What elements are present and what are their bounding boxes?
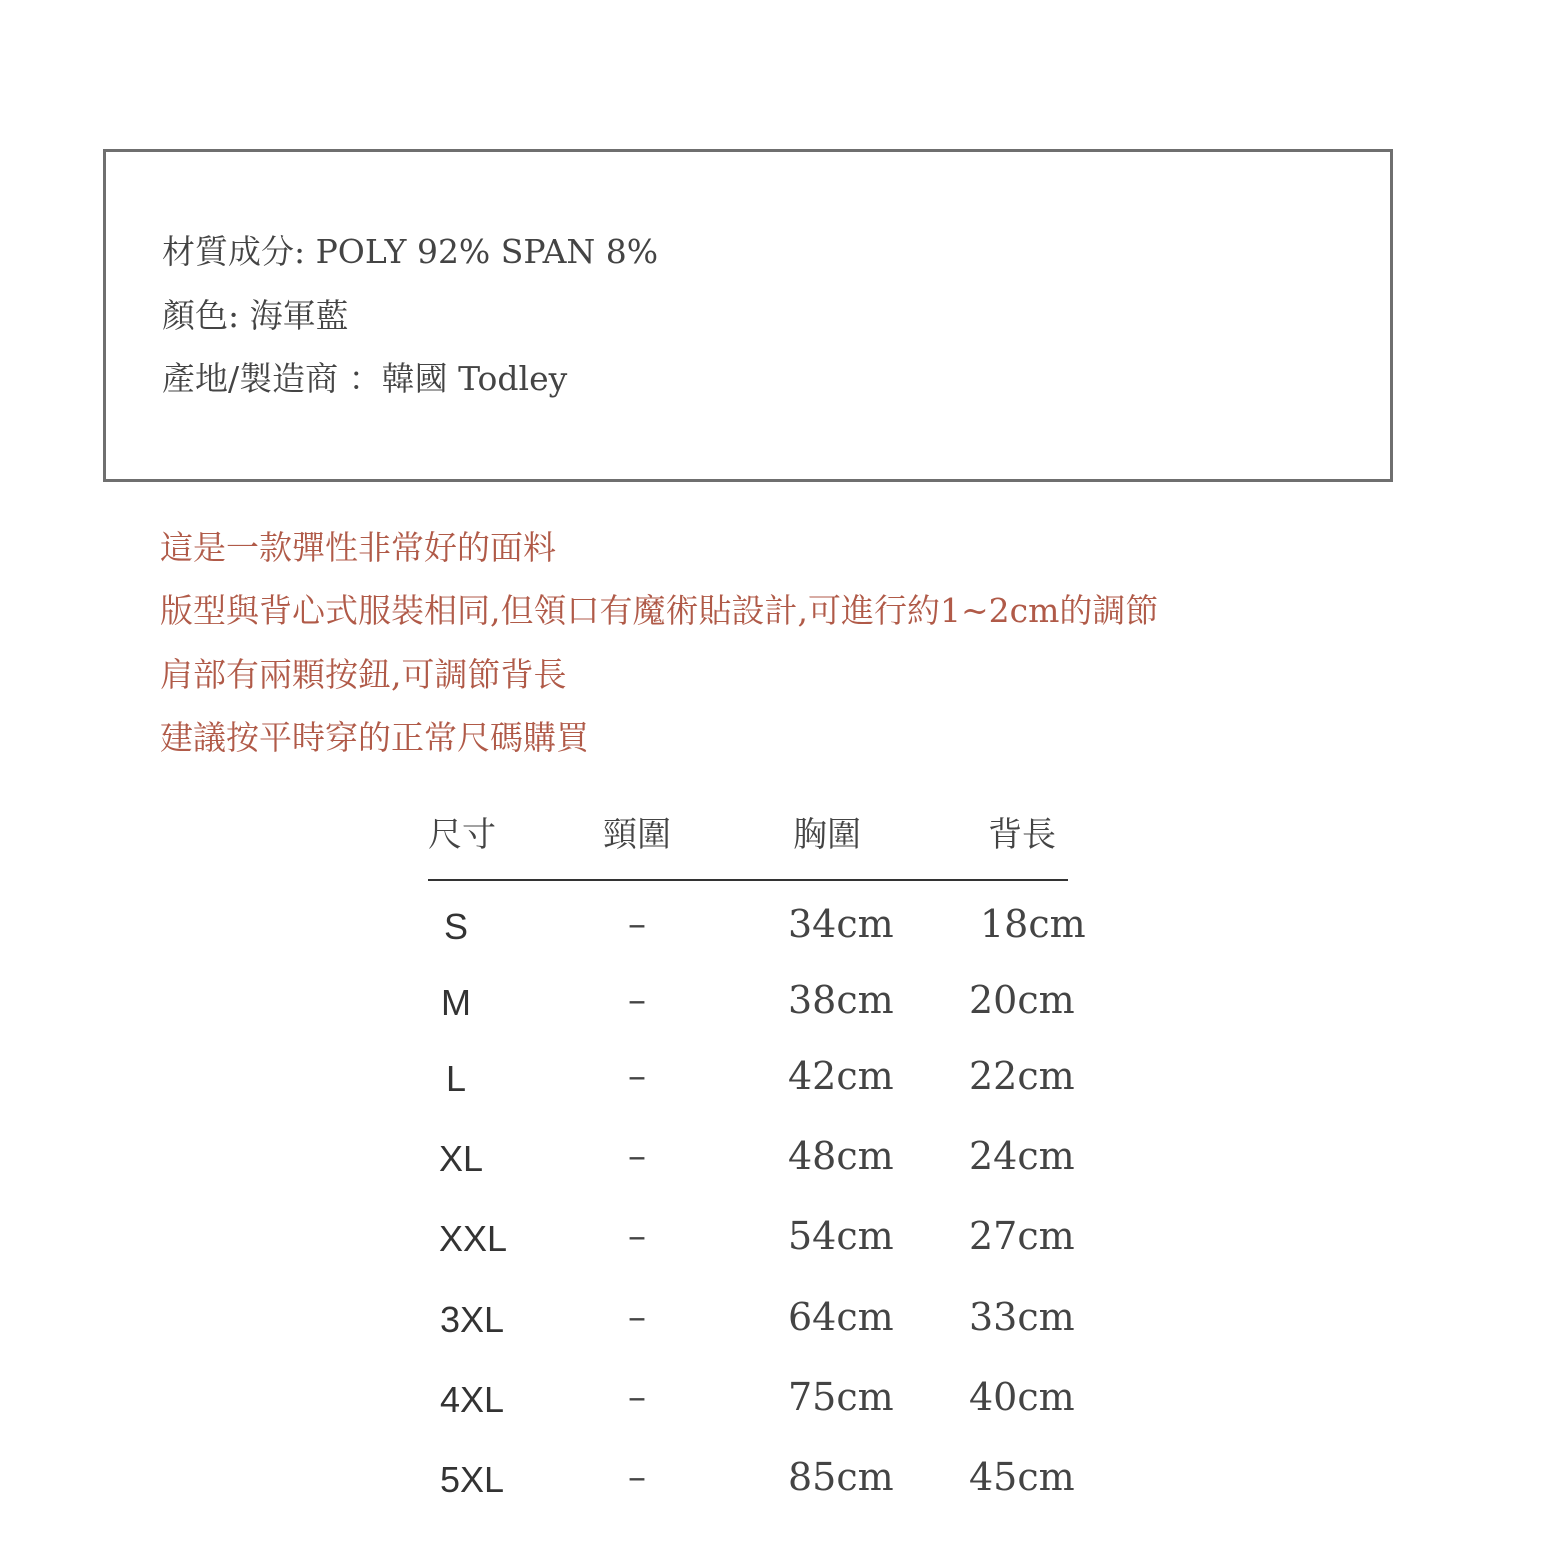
size-cell: XL xyxy=(439,1138,484,1179)
neck-cell: – xyxy=(628,1216,646,1257)
back-length-cell: 24cm xyxy=(969,1134,1075,1178)
chest-cell: 34cm xyxy=(788,902,894,946)
description-line-1: 這是一款彈性非常好的面料 xyxy=(160,528,556,567)
description-line-4: 建議按平時穿的正常尺碼購買 xyxy=(160,718,589,757)
header-neck: 頸圍 xyxy=(603,815,671,855)
size-cell: M xyxy=(441,982,471,1023)
chest-cell: 75cm xyxy=(788,1375,894,1419)
back-length-cell: 27cm xyxy=(969,1214,1075,1258)
neck-cell: – xyxy=(628,1377,646,1418)
neck-cell: – xyxy=(628,904,646,945)
size-cell: L xyxy=(446,1058,467,1099)
chest-cell: 64cm xyxy=(788,1295,894,1339)
back-length-cell: 22cm xyxy=(969,1054,1075,1098)
description-line-2: 版型與背心式服裝相同,但領口有魔術貼設計,可進行約1~2cm的調節 xyxy=(160,591,1159,630)
neck-cell: – xyxy=(628,1457,646,1498)
neck-cell: – xyxy=(628,1056,646,1097)
header-chest: 胸圍 xyxy=(793,815,861,855)
neck-cell: – xyxy=(628,1297,646,1338)
product-color: 顏色: 海軍藍 xyxy=(162,296,349,335)
neck-cell: – xyxy=(628,980,646,1021)
chest-cell: 85cm xyxy=(788,1455,894,1499)
chest-cell: 54cm xyxy=(788,1214,894,1258)
table-header-divider xyxy=(428,879,1068,881)
back-length-cell: 18cm xyxy=(980,902,1086,946)
size-cell: S xyxy=(444,906,469,947)
back-length-cell: 45cm xyxy=(969,1455,1075,1499)
size-cell: 5XL xyxy=(440,1459,505,1500)
header-back-length: 背長 xyxy=(988,815,1056,855)
size-cell: 4XL xyxy=(440,1379,505,1420)
chest-cell: 38cm xyxy=(788,978,894,1022)
header-size: 尺寸 xyxy=(428,815,496,855)
origin-manufacturer: 產地/製造商 ：韓國 Todley xyxy=(162,359,568,398)
back-length-cell: 33cm xyxy=(969,1295,1075,1339)
material-composition: 材質成分: POLY 92% SPAN 8% xyxy=(162,232,659,271)
chest-cell: 48cm xyxy=(788,1134,894,1178)
size-cell: XXL xyxy=(439,1218,508,1259)
back-length-cell: 40cm xyxy=(969,1375,1075,1419)
size-cell: 3XL xyxy=(440,1299,505,1340)
back-length-cell: 20cm xyxy=(969,978,1075,1022)
chest-cell: 42cm xyxy=(788,1054,894,1098)
neck-cell: – xyxy=(628,1136,646,1177)
description-line-3: 肩部有兩顆按鈕,可調節背長 xyxy=(160,655,567,694)
